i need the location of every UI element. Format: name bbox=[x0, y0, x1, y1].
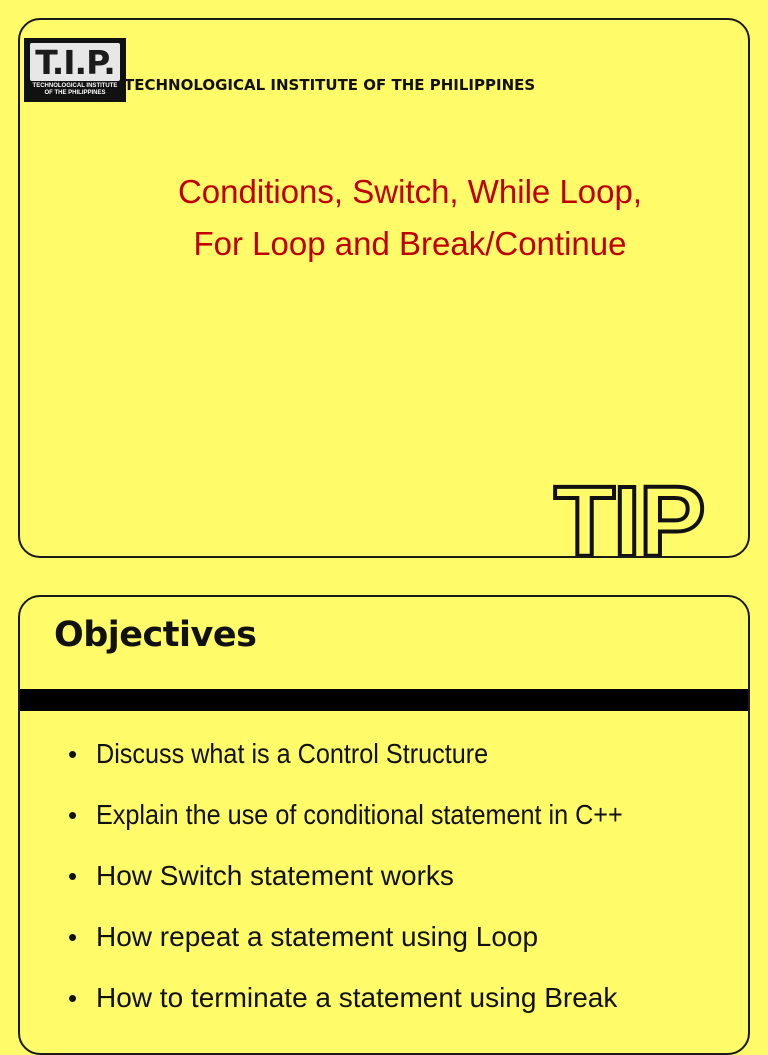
title-line-1: Conditions, Switch, While Loop, bbox=[177, 173, 643, 210]
list-item: • Explain the use of conditional statement in C++ bbox=[68, 799, 623, 830]
list-item: • Discuss what is a Control Structure bbox=[68, 738, 489, 769]
objectives-list bbox=[64, 737, 681, 1042]
bullet-icon: • bbox=[68, 861, 78, 891]
list-item: • How to terminate a statement using Break bbox=[68, 982, 618, 1013]
heading-divider-bar bbox=[20, 689, 748, 711]
bullet-icon: • bbox=[68, 922, 78, 952]
bullet-icon: • bbox=[68, 800, 78, 830]
list-item: • How Switch statement works bbox=[68, 860, 454, 891]
title-slide bbox=[18, 18, 750, 568]
list-item: • How repeat a statement using Loop bbox=[68, 921, 539, 952]
objectives-heading: Objectives bbox=[54, 615, 257, 655]
bullet-icon: • bbox=[68, 983, 78, 1013]
logo-text: T.I.P. bbox=[30, 43, 120, 81]
slide-title bbox=[60, 166, 750, 270]
logo-subtext: TECHNOLOGICAL INSTITUTE OF THE PHILIPPINES bbox=[32, 83, 118, 96]
tip-watermark-text: TIP bbox=[554, 468, 704, 568]
bullet-icon: • bbox=[68, 739, 78, 769]
tip-watermark-logo bbox=[550, 468, 720, 568]
objectives-slide bbox=[18, 595, 750, 1055]
institution-name: TECHNOLOGICAL INSTITUTE OF THE PHILIPPINES bbox=[124, 76, 536, 94]
title-line-2: For Loop and Break/Continue bbox=[193, 225, 627, 262]
tip-logo bbox=[24, 38, 126, 102]
